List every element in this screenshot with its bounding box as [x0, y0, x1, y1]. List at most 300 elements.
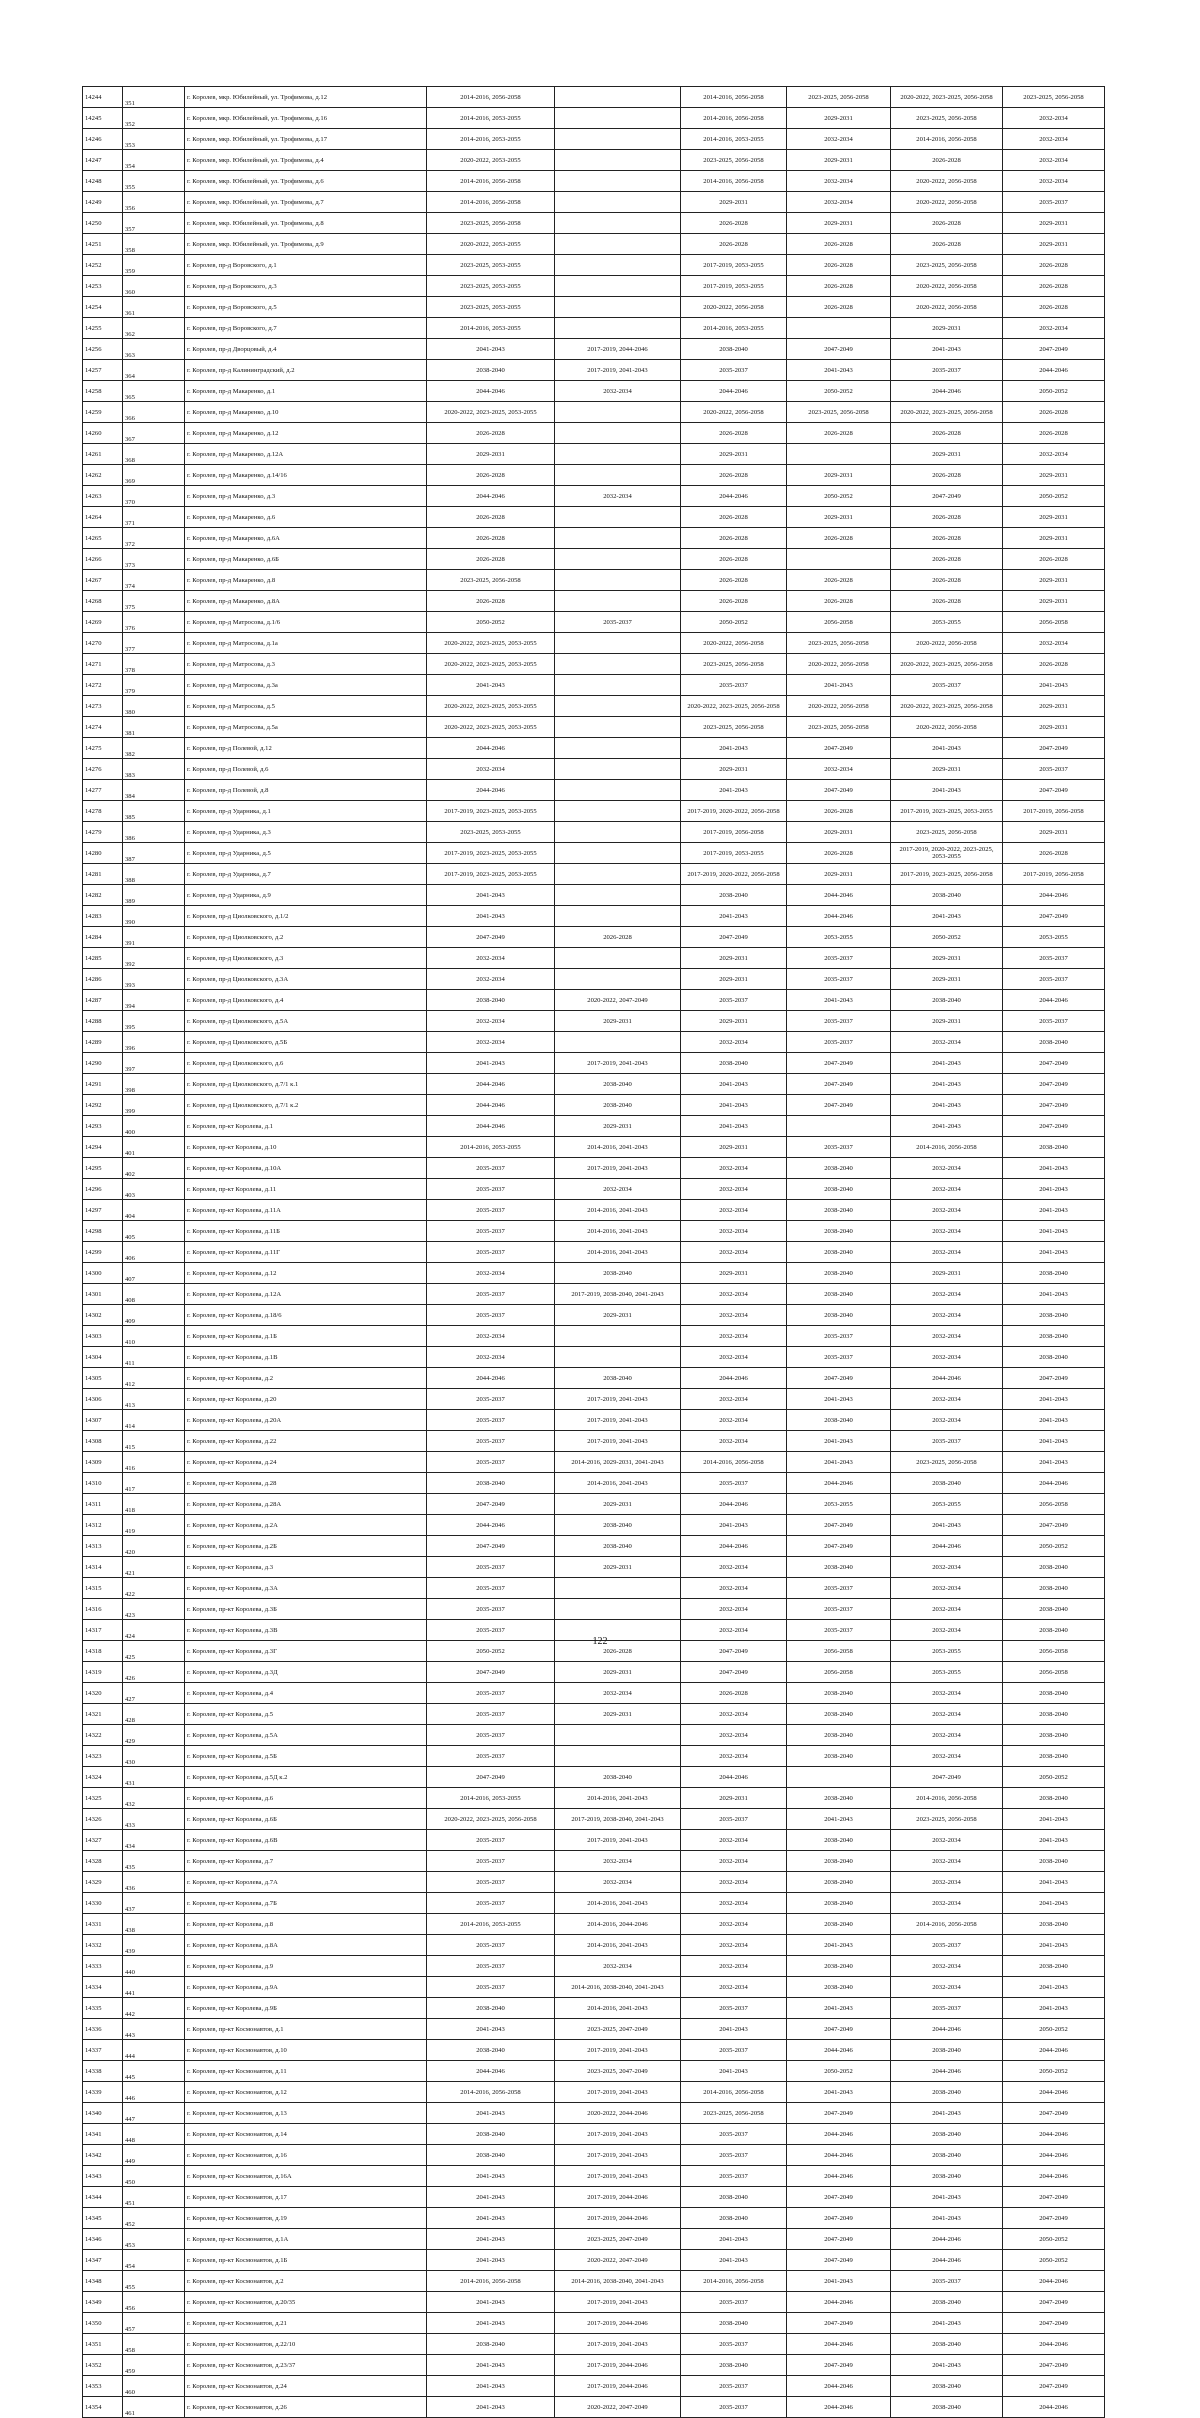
cell-period-4: 2023-2025, 2056-2058 [787, 717, 891, 738]
cell-period-2 [555, 444, 681, 465]
cell-period-1: 2044-2046 [427, 1095, 555, 1116]
table-row [83, 87, 1105, 108]
cell-period-6: 2038-2040 [1003, 1578, 1105, 1599]
cell-period-1: 2035-2037 [427, 1935, 555, 1956]
cell-period-5: 2053-2055 [891, 612, 1003, 633]
table-row [83, 2355, 1105, 2376]
cell-row-code: 14273 [83, 696, 123, 717]
cell-period-4: 2047-2049 [787, 780, 891, 801]
table-row [83, 549, 1105, 570]
cell-period-5: 2017-2019, 2023-2025, 2056-2058 [891, 864, 1003, 885]
cell-period-1: 2032-2034 [427, 1347, 555, 1368]
cell-period-2 [555, 129, 681, 150]
table-row [83, 2082, 1105, 2103]
cell-row-code: 14311 [83, 1494, 123, 1515]
cell-period-4: 2047-2049 [787, 1515, 891, 1536]
cell-row-code: 14246 [83, 129, 123, 150]
table-row [83, 192, 1105, 213]
cell-period-2: 2014-2016, 2044-2046 [555, 1914, 681, 1935]
cell-period-1: 2035-2037 [427, 1830, 555, 1851]
table-row [83, 2229, 1105, 2250]
cell-row-number: 421 [123, 1557, 185, 1578]
cell-row-code: 14329 [83, 1872, 123, 1893]
cell-period-6: 2017-2019, 2056-2058 [1003, 801, 1105, 822]
cell-period-2: 2038-2040 [555, 1368, 681, 1389]
table-row [83, 486, 1105, 507]
cell-period-3: 2017-2019, 2053-2055 [681, 276, 787, 297]
cell-period-1: 2020-2022, 2053-2055 [427, 150, 555, 171]
cell-period-1: 2035-2037 [427, 1851, 555, 1872]
cell-row-number: 432 [123, 1788, 185, 1809]
cell-address: г. Королев, пр-д Макаренко, д.6Б [185, 549, 427, 570]
cell-row-number: 414 [123, 1410, 185, 1431]
cell-period-5: 2035-2037 [891, 1935, 1003, 1956]
cell-period-4: 2038-2040 [787, 1179, 891, 1200]
cell-address: г. Королев, пр-кт Королева, д.7А [185, 1872, 427, 1893]
cell-period-3: 2014-2016, 2056-2058 [681, 87, 787, 108]
cell-period-1: 2041-2043 [427, 2103, 555, 2124]
cell-period-2 [555, 906, 681, 927]
cell-address: г. Королев, пр-кт Королева, д.3Г [185, 1641, 427, 1662]
cell-period-2: 2017-2019, 2044-2046 [555, 2313, 681, 2334]
cell-period-4: 2023-2025, 2056-2058 [787, 87, 891, 108]
cell-row-number: 433 [123, 1809, 185, 1830]
cell-period-2: 2017-2019, 2041-2043 [555, 2082, 681, 2103]
cell-period-4: 2044-2046 [787, 2397, 891, 2418]
table-row [83, 150, 1105, 171]
cell-period-1: 2035-2037 [427, 1704, 555, 1725]
cell-period-5: 2032-2034 [891, 1410, 1003, 1431]
cell-period-3: 2032-2034 [681, 1851, 787, 1872]
cell-address: г. Королев, пр-д Циолковского, д.3А [185, 969, 427, 990]
cell-row-number: 367 [123, 423, 185, 444]
cell-address: г. Королев, пр-кт Космонавтов, д.19 [185, 2208, 427, 2229]
cell-row-code: 14265 [83, 528, 123, 549]
cell-period-1: 2044-2046 [427, 1074, 555, 1095]
cell-row-number: 412 [123, 1368, 185, 1389]
cell-period-3: 2026-2028 [681, 591, 787, 612]
cell-row-code: 14344 [83, 2187, 123, 2208]
cell-address: г. Королев, пр-д Матросова, д.3а [185, 675, 427, 696]
cell-period-5: 2041-2043 [891, 2208, 1003, 2229]
cell-address: г. Королев, пр-д Дворцовый, д.4 [185, 339, 427, 360]
cell-address: г. Королев, мкр. Юбилейный, ул. Трофимова, д.16 [185, 108, 427, 129]
cell-period-5: 2050-2052 [891, 927, 1003, 948]
cell-row-code: 14316 [83, 1599, 123, 1620]
cell-period-5: 2032-2034 [891, 1599, 1003, 1620]
table-row [83, 2061, 1105, 2082]
cell-period-3: 2041-2043 [681, 906, 787, 927]
cell-address: г. Королев, пр-д Ударника, д.3 [185, 822, 427, 843]
cell-period-3: 2038-2040 [681, 339, 787, 360]
cell-period-4: 2029-2031 [787, 150, 891, 171]
cell-period-2: 2014-2016, 2041-2043 [555, 1200, 681, 1221]
cell-address: г. Королев, пр-д Ударника, д.1 [185, 801, 427, 822]
cell-period-6: 2056-2058 [1003, 612, 1105, 633]
table-row [83, 1137, 1105, 1158]
cell-period-6: 2035-2037 [1003, 192, 1105, 213]
cell-period-3: 2032-2034 [681, 1893, 787, 1914]
cell-period-4: 2023-2025, 2056-2058 [787, 402, 891, 423]
cell-period-1: 2023-2025, 2053-2055 [427, 276, 555, 297]
cell-period-4: 2038-2040 [787, 1956, 891, 1977]
cell-address: г. Королев, пр-д Матросова, д.3 [185, 654, 427, 675]
cell-period-1: 2035-2037 [427, 1431, 555, 1452]
table-row [83, 2103, 1105, 2124]
cell-period-3: 2038-2040 [681, 2187, 787, 2208]
cell-period-6: 2026-2028 [1003, 423, 1105, 444]
cell-period-3: 2035-2037 [681, 360, 787, 381]
cell-period-3: 2026-2028 [681, 549, 787, 570]
cell-period-1: 2020-2022, 2023-2025, 2053-2055 [427, 654, 555, 675]
cell-period-6: 2044-2046 [1003, 2271, 1105, 2292]
cell-period-6: 2038-2040 [1003, 1746, 1105, 1767]
cell-period-1: 2041-2043 [427, 675, 555, 696]
cell-row-code: 14310 [83, 1473, 123, 1494]
table-row [83, 1074, 1105, 1095]
cell-period-2: 2017-2019, 2038-2040, 2041-2043 [555, 1809, 681, 1830]
cell-period-6: 2044-2046 [1003, 2145, 1105, 2166]
cell-period-4: 2047-2049 [787, 2208, 891, 2229]
cell-period-2: 2017-2019, 2038-2040, 2041-2043 [555, 1284, 681, 1305]
cell-period-3: 2044-2046 [681, 1536, 787, 1557]
cell-period-4: 2041-2043 [787, 1452, 891, 1473]
cell-period-1: 2041-2043 [427, 339, 555, 360]
cell-address: г. Королев, пр-кт Королева, д.3В [185, 1620, 427, 1641]
cell-address: г. Королев, пр-д Воровского, д.7 [185, 318, 427, 339]
cell-row-code: 14277 [83, 780, 123, 801]
cell-period-5: 2020-2022, 2023-2025, 2056-2058 [891, 654, 1003, 675]
cell-period-2: 2017-2019, 2041-2043 [555, 1158, 681, 1179]
cell-row-code: 14253 [83, 276, 123, 297]
cell-address: г. Королев, пр-кт Космонавтов, д.12 [185, 2082, 427, 2103]
cell-period-3: 2029-2031 [681, 969, 787, 990]
table-row [83, 213, 1105, 234]
cell-period-1: 2038-2040 [427, 990, 555, 1011]
cell-period-2: 2029-2031 [555, 1116, 681, 1137]
cell-address: г. Королев, пр-д Калининградский, д.2 [185, 360, 427, 381]
cell-period-6: 2050-2052 [1003, 381, 1105, 402]
cell-period-5: 2023-2025, 2056-2058 [891, 108, 1003, 129]
cell-period-4: 2038-2040 [787, 1977, 891, 1998]
cell-period-4: 2047-2049 [787, 1536, 891, 1557]
cell-row-code: 14320 [83, 1683, 123, 1704]
cell-row-number: 403 [123, 1179, 185, 1200]
cell-period-4: 2038-2040 [787, 1914, 891, 1935]
cell-address: г. Королев, пр-кт Космонавтов, д.2 [185, 2271, 427, 2292]
cell-period-6: 2038-2040 [1003, 1305, 1105, 1326]
cell-period-3: 2041-2043 [681, 1095, 787, 1116]
cell-period-6: 2038-2040 [1003, 1137, 1105, 1158]
cell-period-6: 2029-2031 [1003, 528, 1105, 549]
table-row [83, 1473, 1105, 1494]
cell-row-code: 14350 [83, 2313, 123, 2334]
cell-period-3: 2044-2046 [681, 1368, 787, 1389]
cell-period-4: 2041-2043 [787, 1998, 891, 2019]
cell-period-1: 2032-2034 [427, 1263, 555, 1284]
cell-row-number: 461 [123, 2397, 185, 2418]
table-row [83, 675, 1105, 696]
cell-row-number: 394 [123, 990, 185, 1011]
cell-period-1: 2038-2040 [427, 2040, 555, 2061]
cell-period-1: 2044-2046 [427, 780, 555, 801]
cell-address: г. Королев, пр-кт Королева, д.20 [185, 1389, 427, 1410]
cell-period-2 [555, 633, 681, 654]
cell-period-2 [555, 402, 681, 423]
cell-period-5: 2032-2034 [891, 1704, 1003, 1725]
cell-period-6: 2029-2031 [1003, 591, 1105, 612]
cell-row-number: 422 [123, 1578, 185, 1599]
cell-period-6: 2041-2043 [1003, 1893, 1105, 1914]
table-body [83, 87, 1105, 2418]
cell-period-1: 2044-2046 [427, 1368, 555, 1389]
cell-period-5: 2020-2022, 2056-2058 [891, 297, 1003, 318]
cell-period-6: 2038-2040 [1003, 1914, 1105, 1935]
table-row [83, 1347, 1105, 1368]
cell-period-5: 2035-2037 [891, 2271, 1003, 2292]
cell-period-3: 2029-2031 [681, 1263, 787, 1284]
cell-period-2: 2017-2019, 2041-2043 [555, 1053, 681, 1074]
cell-row-code: 14284 [83, 927, 123, 948]
cell-period-1: 2044-2046 [427, 738, 555, 759]
cell-period-3: 2032-2034 [681, 1872, 787, 1893]
cell-period-5: 2032-2034 [891, 1872, 1003, 1893]
cell-period-5: 2023-2025, 2056-2058 [891, 255, 1003, 276]
cell-period-3: 2026-2028 [681, 423, 787, 444]
cell-period-4: 2032-2034 [787, 759, 891, 780]
cell-period-6: 2044-2046 [1003, 2124, 1105, 2145]
cell-period-3: 2035-2037 [681, 675, 787, 696]
cell-row-code: 14319 [83, 1662, 123, 1683]
table-row [83, 339, 1105, 360]
table-row [83, 696, 1105, 717]
cell-row-code: 14340 [83, 2103, 123, 2124]
cell-period-4: 2047-2049 [787, 2355, 891, 2376]
cell-row-code: 14258 [83, 381, 123, 402]
cell-row-number: 456 [123, 2292, 185, 2313]
cell-period-1: 2014-2016, 2053-2055 [427, 108, 555, 129]
cell-period-6: 2026-2028 [1003, 297, 1105, 318]
cell-address: г. Королев, пр-кт Королева, д.3А [185, 1578, 427, 1599]
cell-period-3: 2023-2025, 2056-2058 [681, 717, 787, 738]
cell-period-5: 2035-2037 [891, 1431, 1003, 1452]
cell-period-5: 2023-2025, 2056-2058 [891, 822, 1003, 843]
cell-address: г. Королев, мкр. Юбилейный, ул. Трофимова, д.17 [185, 129, 427, 150]
table-row [83, 297, 1105, 318]
cell-row-number: 400 [123, 1116, 185, 1137]
cell-period-5: 2038-2040 [891, 2397, 1003, 2418]
cell-address: г. Королев, пр-кт Королева, д.24 [185, 1452, 427, 1473]
cell-period-1: 2038-2040 [427, 2334, 555, 2355]
cell-period-4: 2038-2040 [787, 1704, 891, 1725]
cell-period-5: 2038-2040 [891, 990, 1003, 1011]
cell-row-number: 351 [123, 87, 185, 108]
cell-period-1: 2035-2037 [427, 1683, 555, 1704]
cell-row-code: 14264 [83, 507, 123, 528]
cell-period-6: 2029-2031 [1003, 822, 1105, 843]
cell-period-1: 2014-2016, 2053-2055 [427, 129, 555, 150]
cell-period-6: 2029-2031 [1003, 696, 1105, 717]
cell-period-5: 2038-2040 [891, 2124, 1003, 2145]
cell-period-3: 2038-2040 [681, 2208, 787, 2229]
cell-address: г. Королев, пр-кт Королева, д.6Б [185, 1809, 427, 1830]
cell-row-number: 459 [123, 2355, 185, 2376]
cell-row-code: 14341 [83, 2124, 123, 2145]
cell-period-1: 2038-2040 [427, 1998, 555, 2019]
cell-period-5: 2038-2040 [891, 2292, 1003, 2313]
cell-period-2: 2017-2019, 2041-2043 [555, 1830, 681, 1851]
cell-period-3: 2041-2043 [681, 1074, 787, 1095]
cell-period-3: 2038-2040 [681, 1053, 787, 1074]
table-row [83, 2145, 1105, 2166]
cell-row-code: 14255 [83, 318, 123, 339]
cell-period-4 [787, 318, 891, 339]
table-row [83, 1809, 1105, 1830]
document-page [82, 86, 1104, 2418]
cell-period-1: 2017-2019, 2023-2025, 2053-2055 [427, 801, 555, 822]
cell-period-2 [555, 822, 681, 843]
cell-row-code: 14249 [83, 192, 123, 213]
cell-period-2 [555, 570, 681, 591]
cell-period-6: 2056-2058 [1003, 1494, 1105, 1515]
cell-period-3: 2026-2028 [681, 465, 787, 486]
cell-row-number: 388 [123, 864, 185, 885]
cell-row-number: 453 [123, 2229, 185, 2250]
cell-period-4: 2038-2040 [787, 1725, 891, 1746]
cell-period-6: 2050-2052 [1003, 2250, 1105, 2271]
cell-row-number: 410 [123, 1326, 185, 1347]
cell-period-1: 2023-2025, 2053-2055 [427, 255, 555, 276]
cell-address: г. Королев, пр-кт Королева, д.20А [185, 1410, 427, 1431]
cell-address: г. Королев, пр-кт Королева, д.2А [185, 1515, 427, 1536]
cell-period-2: 2017-2019, 2044-2046 [555, 2376, 681, 2397]
cell-period-1: 2044-2046 [427, 2061, 555, 2082]
cell-period-6: 2047-2049 [1003, 1053, 1105, 1074]
cell-period-1: 2041-2043 [427, 2313, 555, 2334]
cell-period-1: 2038-2040 [427, 2145, 555, 2166]
cell-row-code: 14295 [83, 1158, 123, 1179]
cell-period-3: 2029-2031 [681, 1137, 787, 1158]
cell-row-number: 404 [123, 1200, 185, 1221]
cell-period-2 [555, 507, 681, 528]
cell-address: г. Королев, пр-д Матросова, д.5 [185, 696, 427, 717]
cell-period-6: 2044-2046 [1003, 2040, 1105, 2061]
cell-period-5: 2038-2040 [891, 2145, 1003, 2166]
cell-period-6: 2050-2052 [1003, 2229, 1105, 2250]
cell-address: г. Королев, пр-д Воровского, д.5 [185, 297, 427, 318]
cell-row-number: 384 [123, 780, 185, 801]
cell-period-1: 2035-2037 [427, 1410, 555, 1431]
cell-period-3: 2026-2028 [681, 570, 787, 591]
cell-row-number: 387 [123, 843, 185, 864]
cell-period-2: 2029-2031 [555, 1704, 681, 1725]
cell-period-4: 2044-2046 [787, 2334, 891, 2355]
cell-period-1: 2041-2043 [427, 2292, 555, 2313]
cell-period-5: 2017-2019, 2020-2022, 2023-2025, 2053-2055 [891, 843, 1003, 864]
cell-period-6: 2053-2055 [1003, 927, 1105, 948]
cell-row-code: 14270 [83, 633, 123, 654]
table-row [83, 2397, 1105, 2418]
cell-row-number: 363 [123, 339, 185, 360]
cell-period-5: 2020-2022, 2023-2025, 2056-2058 [891, 87, 1003, 108]
cell-row-code: 14266 [83, 549, 123, 570]
cell-row-number: 378 [123, 654, 185, 675]
cell-period-6: 2023-2025, 2056-2058 [1003, 87, 1105, 108]
cell-period-5: 2038-2040 [891, 2334, 1003, 2355]
cell-address: г. Королев, пр-д Макаренко, д.12А [185, 444, 427, 465]
cell-period-6: 2041-2043 [1003, 1998, 1105, 2019]
cell-row-code: 14300 [83, 1263, 123, 1284]
cell-row-number: 437 [123, 1893, 185, 1914]
cell-period-5: 2020-2022, 2023-2025, 2056-2058 [891, 696, 1003, 717]
table-row [83, 171, 1105, 192]
cell-period-3: 2035-2037 [681, 2166, 787, 2187]
cell-address: г. Королев, пр-кт Королева, д.2Б [185, 1536, 427, 1557]
cell-row-code: 14250 [83, 213, 123, 234]
cell-period-5: 2032-2034 [891, 1557, 1003, 1578]
cell-period-1: 2017-2019, 2023-2025, 2053-2055 [427, 843, 555, 864]
cell-period-3: 2041-2043 [681, 1116, 787, 1137]
cell-period-6: 2041-2043 [1003, 1221, 1105, 1242]
cell-period-1: 2020-2022, 2023-2025, 2056-2058 [427, 1809, 555, 1830]
cell-row-number: 436 [123, 1872, 185, 1893]
cell-period-3: 2035-2037 [681, 2334, 787, 2355]
cell-row-number: 399 [123, 1095, 185, 1116]
cell-address: г. Королев, пр-кт Королева, д.11Г [185, 1242, 427, 1263]
cell-period-6: 2047-2049 [1003, 1074, 1105, 1095]
cell-period-3: 2035-2037 [681, 2124, 787, 2145]
cell-period-1: 2023-2025, 2056-2058 [427, 213, 555, 234]
cell-period-3: 2017-2019, 2056-2058 [681, 822, 787, 843]
cell-period-3: 2038-2040 [681, 2355, 787, 2376]
cell-period-2 [555, 696, 681, 717]
cell-address: г. Королев, пр-д Макаренко, д.8А [185, 591, 427, 612]
cell-row-number: 382 [123, 738, 185, 759]
cell-row-code: 14338 [83, 2061, 123, 2082]
cell-period-4: 2038-2040 [787, 1893, 891, 1914]
cell-address: г. Королев, пр-д Ударника, д.5 [185, 843, 427, 864]
page-number: 122 [592, 1636, 608, 1647]
cell-period-2: 2014-2016, 2041-2043 [555, 1242, 681, 1263]
cell-row-number: 357 [123, 213, 185, 234]
cell-period-6: 2050-2052 [1003, 1536, 1105, 1557]
cell-period-2 [555, 654, 681, 675]
cell-period-6: 2041-2043 [1003, 1410, 1105, 1431]
cell-period-2: 2014-2016, 2041-2043 [555, 1893, 681, 1914]
cell-period-3: 2017-2019, 2053-2055 [681, 255, 787, 276]
cell-row-code: 14282 [83, 885, 123, 906]
cell-period-4: 2026-2028 [787, 297, 891, 318]
cell-period-3: 2032-2034 [681, 1914, 787, 1935]
table-row [83, 1998, 1105, 2019]
cell-period-5: 2020-2022, 2056-2058 [891, 633, 1003, 654]
cell-row-code: 14299 [83, 1242, 123, 1263]
cell-address: г. Королев, пр-кт Королева, д.5Б [185, 1746, 427, 1767]
cell-period-4: 2047-2049 [787, 2103, 891, 2124]
cell-period-2: 2017-2019, 2041-2043 [555, 2166, 681, 2187]
cell-period-6: 2044-2046 [1003, 2334, 1105, 2355]
cell-period-1: 2017-2019, 2023-2025, 2053-2055 [427, 864, 555, 885]
cell-period-4: 2044-2046 [787, 2040, 891, 2061]
cell-row-code: 14351 [83, 2334, 123, 2355]
cell-period-1: 2020-2022, 2023-2025, 2053-2055 [427, 402, 555, 423]
cell-row-code: 14301 [83, 1284, 123, 1305]
cell-row-number: 443 [123, 2019, 185, 2040]
table-row [83, 1389, 1105, 1410]
cell-period-2 [555, 1326, 681, 1347]
cell-period-4: 2047-2049 [787, 2019, 891, 2040]
repair-schedule-table [82, 86, 1105, 2418]
